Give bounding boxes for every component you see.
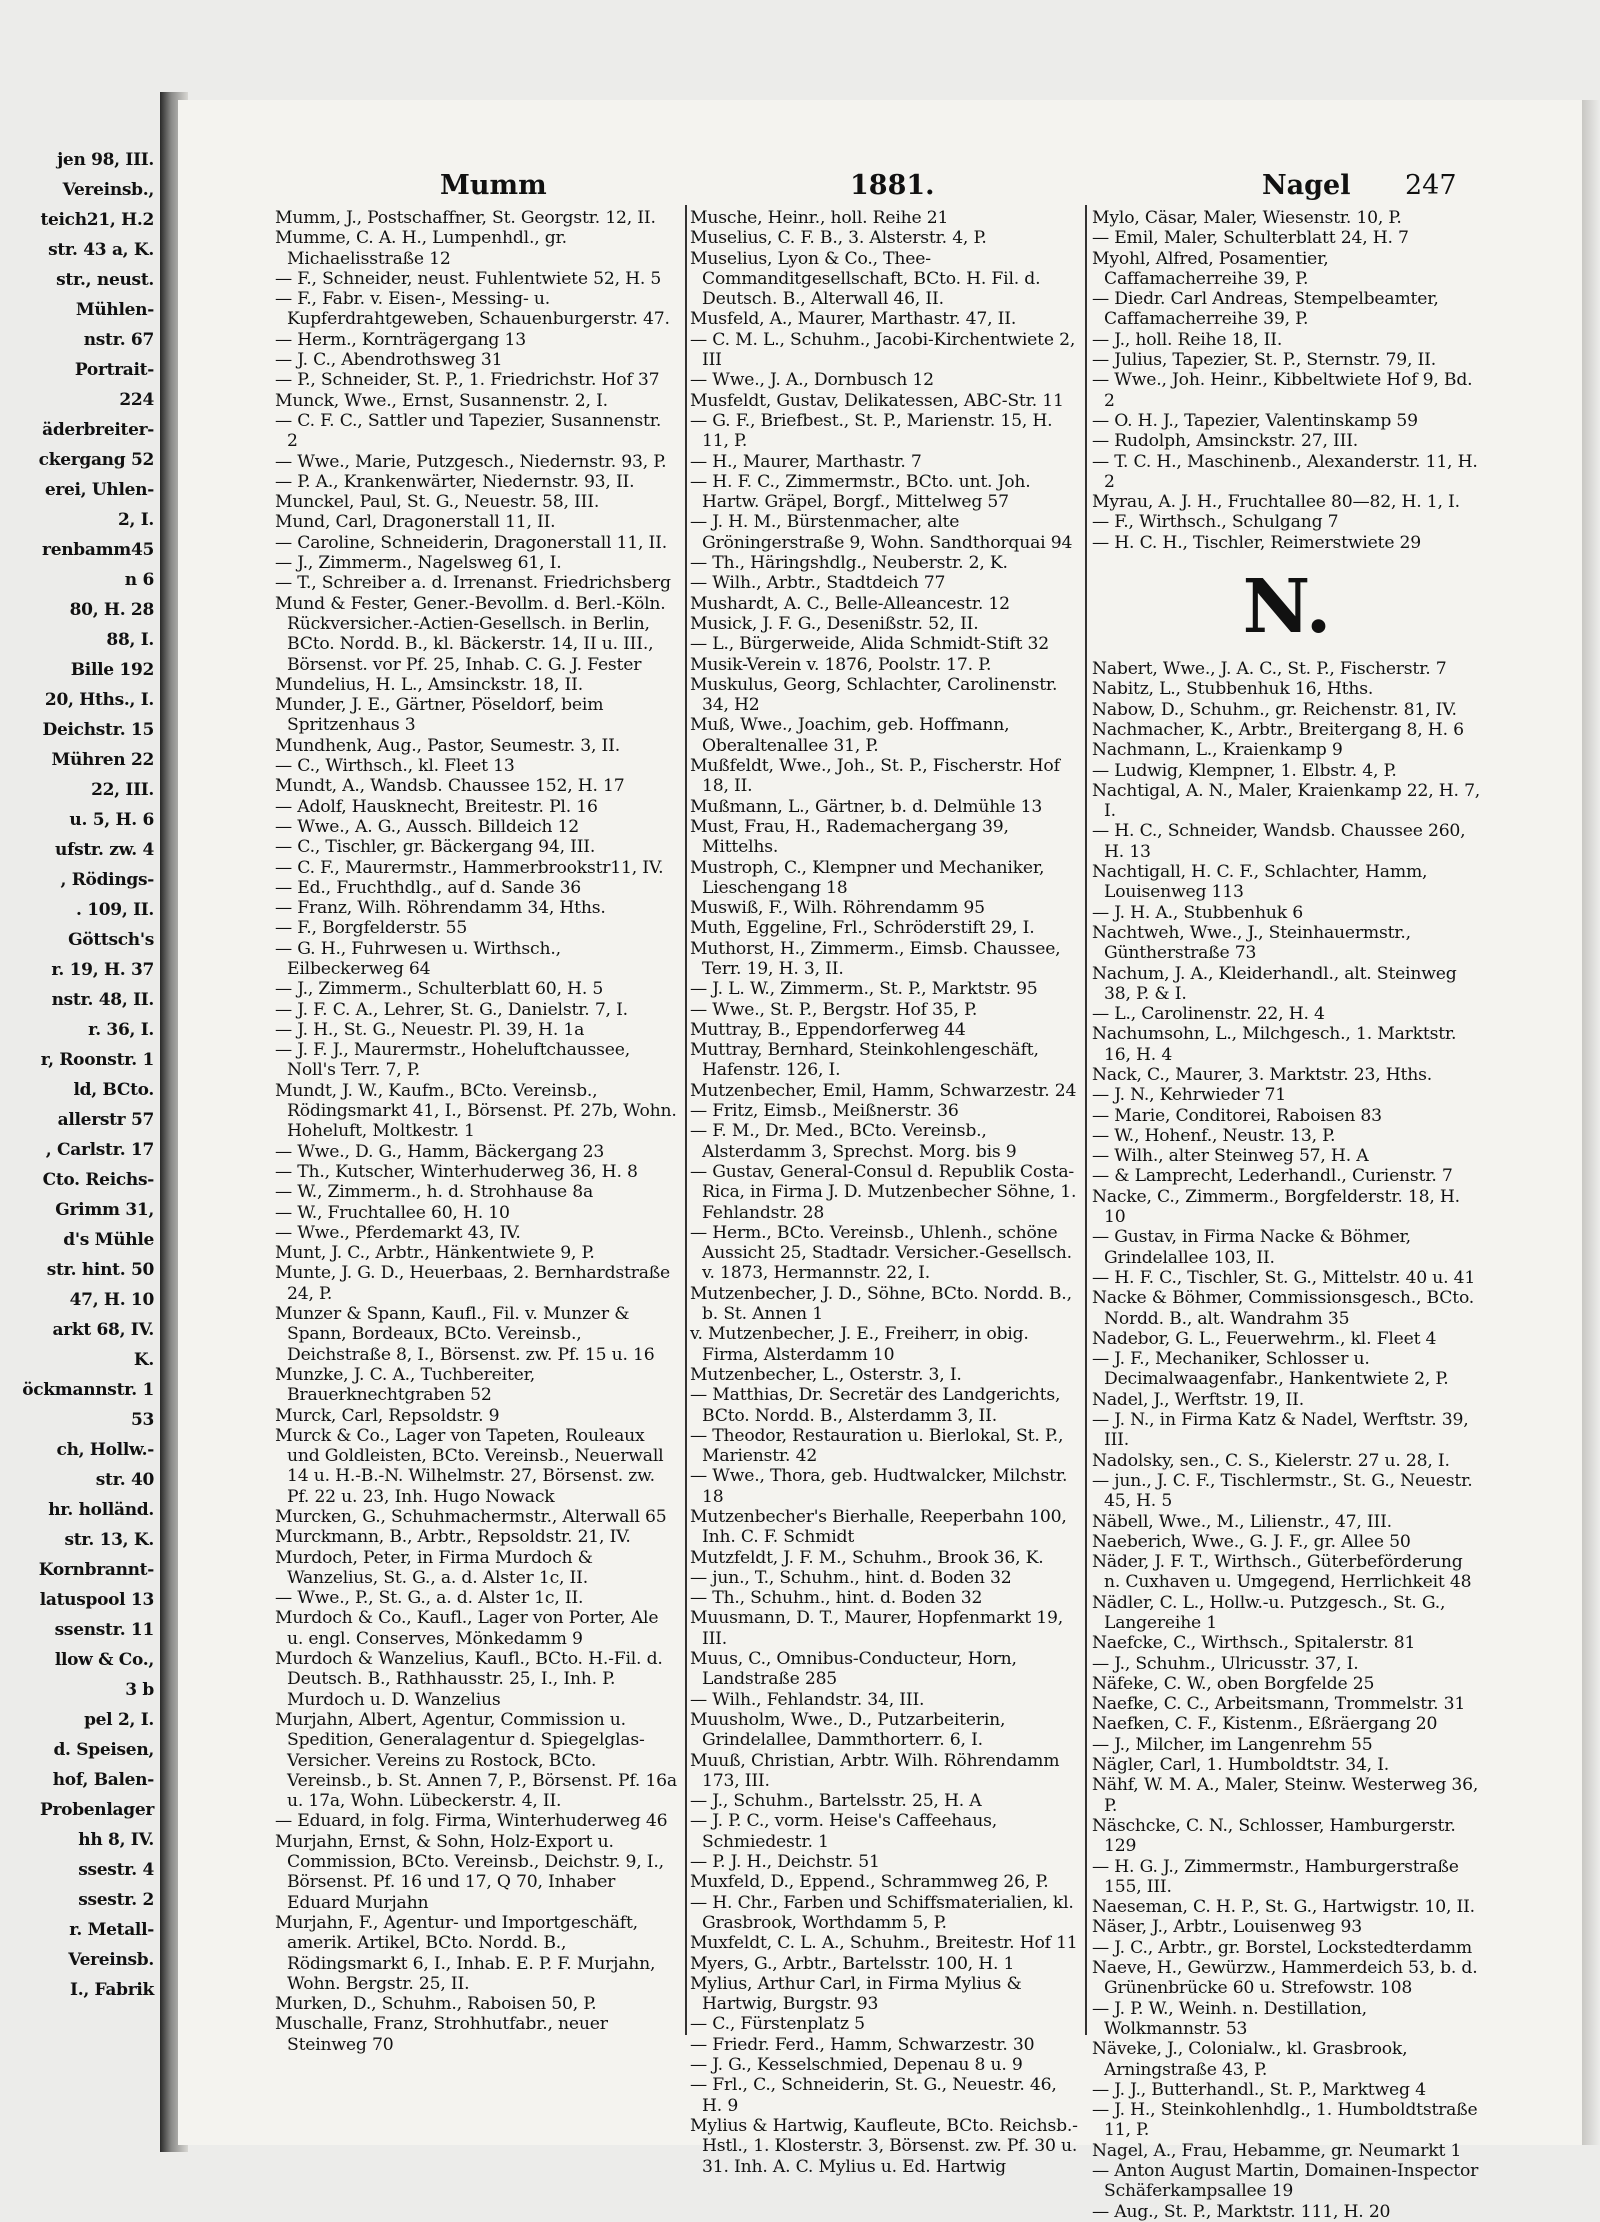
running-head-left: Mumm: [440, 170, 547, 201]
prev-page-line: pel 2, I.: [84, 1710, 154, 1730]
directory-entry: — W., Hohenf., Neustr. 13, P.: [1092, 1125, 1336, 1146]
prev-page-line: 80, H. 28: [69, 600, 154, 620]
directory-entry: Mußmann, L., Gärtner, b. d. Delmühle 13: [690, 796, 1043, 817]
directory-entry: — jun., J. C. F., Tischlermstr., St. G., Neuestr. 45, H. 5: [1092, 1470, 1473, 1512]
prev-page-line: 47, H. 10: [69, 1290, 154, 1310]
directory-entry: — J. H., Steinkohlenhdlg., 1. Humboldtstraße 11, P.: [1092, 2100, 1478, 2141]
directory-entry: Mundhenk, Aug., Pastor, Seumestr. 3, II.: [275, 735, 621, 756]
prev-page-line: teich21, H.2: [40, 210, 154, 230]
directory-entry: Muttray, B., Eppendorferweg 44: [690, 1019, 966, 1040]
prev-page-line: 20, Hths., I.: [44, 690, 154, 710]
prev-page-line: r. 36, I.: [88, 1020, 154, 1040]
directory-entry: Mundt, A., Wandsb. Chaussee 152, H. 17: [275, 776, 625, 797]
directory-entry: Muselius, Lyon & Co., Thee-Commanditgesellschaft, BCto. H. Fil. d. Deutsch. B., Alterwall 46, II.: [690, 248, 1041, 310]
directory-entry: — C. F., Maurermstr., Hammerbrookstr11, IV.: [275, 857, 664, 878]
directory-entry: — H., Maurer, Marthastr. 7: [690, 451, 922, 472]
directory-entry: Musfeldt, Gustav, Delikatessen, ABC-Str. 11: [690, 390, 1064, 411]
prev-page-line: . 109, II.: [76, 900, 154, 920]
directory-entry: — Anton August Martin, Domainen-Inspector Schäferkampsallee 19: [1092, 2161, 1479, 2202]
prev-page-line: nstr. 67: [83, 330, 154, 350]
directory-entry: — Frl., C., Schneiderin, St. G., Neuestr. 46, H. 9: [690, 2075, 1057, 2116]
directory-entry: — L., Bürgerweide, Alida Schmidt-Stift 32: [690, 634, 1049, 655]
directory-entry: — O. H. J., Tapezier, Valentinskamp 59: [1092, 410, 1418, 431]
directory-entry: — J. C., Abendrothsweg 31: [275, 350, 503, 371]
prev-page-line: nstr. 48, II.: [51, 990, 154, 1010]
directory-entry: Mund, Carl, Dragonerstall 11, II.: [275, 512, 556, 533]
prev-page-line: r, Roonstr. 1: [40, 1050, 154, 1070]
directory-entry: Murcken, G., Schuhmachermstr., Alterwall 65: [275, 1507, 667, 1527]
column-divider: [685, 205, 687, 2035]
prev-page-line: 224: [119, 390, 154, 410]
directory-entry: Nachmann, L., Kraienkamp 9: [1092, 740, 1343, 761]
prev-page-line: Mühren 22: [51, 750, 154, 770]
directory-column-3: [1092, 208, 1482, 2222]
directory-entry: Mumm, J., Postschaffner, St. Georgstr. 12, II.: [275, 208, 656, 228]
directory-entry: — F. M., Dr. Med., BCto. Vereinsb., Alsterdamm 3, Sprechst. Morg. bis 9: [690, 1121, 1017, 1162]
prev-page-line: jen 98, III.: [57, 150, 154, 170]
directory-entry: Näveke, J., Colonialw., kl. Grasbrook, Arningstraße 43, P.: [1092, 2039, 1408, 2080]
directory-column-1: [275, 208, 677, 2055]
directory-entry: Murdoch, Peter, in Firma Murdoch & Wanzelius, St. G., a. d. Alster 1c, II.: [275, 1547, 593, 1588]
prev-page-line: str. 13, K.: [64, 1530, 154, 1550]
directory-entry: Musick, J. F. G., Desenißstr. 52, II.: [690, 613, 979, 634]
directory-entry: — Rudolph, Amsinckstr. 27, III.: [1092, 431, 1359, 452]
directory-entry: Naeberich, Wwe., G. J. F., gr. Allee 50: [1092, 1531, 1411, 1552]
directory-entry: Murjahn, Ernst, & Sohn, Holz-Export u. Commission, BCto. Vereinsb., Deichstr. 9, I., Börsenst. Pf. 16 und 17, Q 70, Inhaber Eduard Murjahn: [275, 1831, 664, 1913]
prev-page-line: ch, Hollw.-: [56, 1440, 154, 1460]
directory-entry: — Adolf, Hausknecht, Breitestr. Pl. 16: [275, 796, 598, 817]
directory-entry: — Aug., St. P., Marktstr. 111, H. 20: [1092, 2201, 1391, 2222]
directory-entry: — J. H. A., Stubbenhuk 6: [1092, 902, 1303, 923]
directory-entry: Näder, J. F. T., Wirthsch., Güterbeförderung n. Cuxhaven u. Umgegend, Herrlichkeit 48: [1092, 1552, 1472, 1593]
directory-entry: — H. Chr., Farben und Schiffsmaterialien, kl. Grasbrook, Worthdamm 5, P.: [690, 1892, 1074, 1933]
directory-entry: Munder, J. E., Gärtner, Pöseldorf, beim Spritzenhaus 3: [275, 695, 604, 736]
directory-entry: Mutzfeldt, J. F. M., Schuhm., Brook 36, K.: [690, 1547, 1044, 1568]
prev-page-line: Portrait-: [74, 360, 154, 380]
directory-entry: Mylo, Cäsar, Maler, Wiesenstr. 10, P.: [1092, 208, 1402, 228]
prev-page-line: Probenlager: [40, 1800, 154, 1820]
directory-entry: — Wwe., Thora, geb. Hudtwalcker, Milchstr. 18: [690, 1466, 1068, 1507]
directory-entry: — C., Wirthsch., kl. Fleet 13: [275, 756, 515, 777]
directory-entry: Naefcke, C., Wirthsch., Spitalerstr. 81: [1092, 1633, 1416, 1654]
directory-entry: Nabow, D., Schuhm., gr. Reichenstr. 81, IV.: [1092, 699, 1457, 720]
directory-entry: Mutzenbecher, Emil, Hamm, Schwarzestr. 24: [690, 1080, 1077, 1101]
directory-entry: Myohl, Alfred, Posamentier, Caffamacherreihe 39, P.: [1092, 248, 1329, 289]
directory-entry: Nacke & Böhmer, Commissionsgesch., BCto. Nordd. B., alt. Wandrahm 35: [1092, 1288, 1475, 1329]
directory-entry: — jun., T., Schuhm., hint. d. Boden 32: [690, 1567, 1012, 1588]
directory-entry: Muttray, Bernhard, Steinkohlengeschäft, Hafenstr. 126, I.: [690, 1040, 1039, 1081]
prev-page-line: ld, BCto.: [73, 1080, 154, 1100]
directory-entry: Myrau, A. J. H., Fruchtallee 80—82, H. 1, I.: [1092, 492, 1460, 513]
directory-entry: Mylius & Hartwig, Kaufleute, BCto. Reichsb.-Hstl., 1. Klosterstr. 3, Börsenst. zw. Pf. 30 u. 31. Inh. A. C. Mylius u. Ed. Hartwig: [690, 2115, 1078, 2177]
prev-page-line: Vereinsb.: [68, 1950, 154, 1970]
directory-entry: Mund & Fester, Gener.-Bevollm. d. Berl.-Köln. Rückversicher.-Actien-Gesellsch. in Berlin, BCto. Nordd. B., kl. Bäckerstr. 14, II u. III., Börsenst. vor Pf. 25, Inhab. C. G. J. Fester: [275, 593, 666, 675]
directory-entry: Mundt, J. W., Kaufm., BCto. Vereinsb., Rödingsmarkt 41, I., Börsenst. Pf. 27b, Wohn. Hoheluft, Moltkestr. 1: [275, 1080, 677, 1142]
prev-page-line: ssestr. 2: [78, 1890, 154, 1910]
directory-entry: — W., Zimmerm., h. d. Strohhause 8a: [275, 1182, 594, 1203]
directory-entry: — C., Fürstenplatz 5: [690, 2014, 865, 2035]
directory-column-2: [690, 208, 1080, 2177]
directory-entry: — P. A., Krankenwärter, Niedernstr. 93, II.: [275, 471, 635, 492]
directory-entry: — Gustav, General-Consul d. Republik Costa-Rica, in Firma J. D. Mutzenbecher Söhne, 1. Fehlandstr. 28: [690, 1161, 1077, 1223]
directory-entry: Mushardt, A. C., Belle-Alleancestr. 12: [690, 593, 1010, 614]
directory-entry: — T. C. H., Maschinenb., Alexanderstr. 11, H. 2: [1092, 451, 1478, 492]
prev-page-line: ssestr. 4: [78, 1860, 154, 1880]
prev-page-line: str. 43 a, K.: [48, 240, 154, 260]
directory-entry: Murck, Carl, Repsoldstr. 9: [275, 1405, 500, 1426]
directory-entry: — Wwe., D. G., Hamm, Bäckergang 23: [275, 1141, 605, 1162]
prev-page-line: r. 19, H. 37: [51, 960, 154, 980]
directory-entry: Nachtigal, A. N., Maler, Kraienkamp 22, H. 7, I.: [1092, 780, 1481, 822]
directory-entry: Muß, Wwe., Joachim, geb. Hoffmann, Oberaltenallee 31, P.: [690, 715, 1010, 756]
directory-entry: Nähf, W. M. A., Maler, Steinw. Westerweg 36, P.: [1092, 1775, 1479, 1816]
directory-entry: — J., Milcher, im Langenrehm 55: [1092, 1734, 1373, 1755]
section-letter-heading: N.: [1242, 564, 1332, 651]
prev-page-line: Deichstr. 15: [42, 720, 154, 740]
prev-page-line: 2, I.: [117, 510, 154, 530]
directory-entry: — Wilh., Arbtr., Stadtdeich 77: [690, 573, 946, 594]
directory-entry: — J., holl. Reihe 18, II.: [1092, 329, 1283, 350]
directory-entry: Nägler, Carl, 1. Humboldtstr. 34, I.: [1092, 1755, 1390, 1776]
directory-entry: — J. H., St. G., Neuestr. Pl. 39, H. 1a: [275, 1019, 585, 1040]
directory-entry: Musfeld, A., Maurer, Marthastr. 47, II.: [690, 309, 1017, 330]
directory-entry: Muthorst, H., Zimmerm., Eimsb. Chaussee, Terr. 19, H. 3, II.: [690, 938, 1061, 979]
directory-entry: — J., Zimmerm., Nagelsweg 61, I.: [275, 553, 562, 574]
directory-entry: Munt, J. C., Arbtr., Hänkentwiete 9, P.: [275, 1243, 595, 1264]
directory-entry: Munte, J. G. D., Heuerbaas, 2. Bernhardstraße 24, P.: [275, 1263, 671, 1304]
directory-entry: — F., Fabr. v. Eisen-, Messing- u. Kupferdrahtgeweben, Schauenburgerstr. 47.: [275, 289, 670, 330]
directory-entry: — J. N., in Firma Katz & Nadel, Werftstr. 39, III.: [1092, 1410, 1469, 1451]
directory-entry: Naeseman, C. H. P., St. G., Hartwigstr. 10, II.: [1092, 1897, 1475, 1918]
directory-entry: — J. C., Arbtr., gr. Borstel, Lockstedterdamm: [1092, 1937, 1472, 1958]
directory-entry: Munckel, Paul, St. G., Neuestr. 58, III.: [275, 492, 600, 513]
directory-entry: — Herm., Kornträgergang 13: [275, 329, 526, 350]
directory-entry: Naeve, H., Gewürzw., Hammerdeich 53, b. d. Grünenbrücke 60 u. Strefowstr. 108: [1092, 1958, 1478, 1999]
directory-entry: Nachtigall, H. C. F., Schlachter, Hamm, Louisenweg 113: [1092, 862, 1428, 903]
directory-entry: Nabitz, L., Stubbenhuk 16, Hths.: [1092, 679, 1374, 700]
directory-entry: Nachum, J. A., Kleiderhandl., alt. Steinweg 38, P. & I.: [1092, 963, 1457, 1004]
prev-page-line: I., Fabrik: [70, 1980, 154, 2000]
directory-entry: Näser, J., Arbtr., Louisenweg 93: [1092, 1917, 1362, 1938]
directory-entry: — H. F. C., Zimmermstr., BCto. unt. Joh. Hartw. Gräpel, Borgf., Mittelweg 57: [690, 471, 1031, 513]
directory-entry: Musik-Verein v. 1876, Poolstr. 17. P.: [690, 654, 992, 675]
directory-entry: Muschalle, Franz, Strohhutfabr., neuer Steinweg 70: [275, 2014, 608, 2055]
directory-entry: Nädler, C. L., Hollw.-u. Putzgesch., St. G., Langereihe 1: [1092, 1592, 1446, 1633]
directory-entry: Muusholm, Wwe., D., Putzarbeiterin, Grindelallee, Dammthorterr. 6, I.: [690, 1709, 1006, 1751]
directory-entry: — Wwe., P., St. G., a. d. Alster 1c, II.: [275, 1588, 584, 1609]
directory-entry: Nadel, J., Werftstr. 19, II.: [1092, 1389, 1304, 1410]
directory-entry: — Wwe., St. P., Bergstr. Hof 35, P.: [690, 999, 978, 1020]
directory-entry: — Ed., Fruchthdlg., auf d. Sande 36: [275, 877, 582, 898]
prev-page-line: Cto. Reichs-: [42, 1170, 154, 1190]
directory-entry: Nacke, C., Zimmerm., Borgfelderstr. 18, H. 10: [1092, 1186, 1460, 1228]
directory-entry: — Wilh., Fehlandstr. 34, III.: [690, 1689, 925, 1710]
directory-entry: Nabert, Wwe., J. A. C., St. P., Fischerstr. 7: [1092, 659, 1447, 680]
directory-entry: — H. C. H., Tischler, Reimerstwiete 29: [1092, 532, 1422, 553]
prev-page-line: K.: [133, 1350, 154, 1370]
directory-entry: Mußfeldt, Wwe., Joh., St. P., Fischerstr. Hof 18, II.: [690, 756, 1060, 797]
directory-entry: — J. J., Butterhandl., St. P., Marktweg 4: [1092, 2079, 1426, 2100]
directory-entry: Muxfeld, D., Eppend., Schrammweg 26, P.: [690, 1872, 1049, 1893]
directory-entry: Munzer & Spann, Kaufl., Fil. v. Munzer & Spann, Bordeaux, BCto. Vereinsb., Deichstraße 8, I., Börsenst. zw. Pf. 15 u. 16: [275, 1304, 655, 1365]
directory-entry: — J. P. C., vorm. Heise's Caffeehaus, Schmiedestr. 1: [690, 1811, 997, 1852]
directory-entry: Nack, C., Maurer, 3. Marktstr. 23, Hths.: [1092, 1064, 1433, 1085]
directory-entry: — Herm., BCto. Vereinsb., Uhlenh., schöne Aussicht 25, Stadtadr. Versicher.-Gesellsch. v. 1873, Hermannstr. 22, I.: [690, 1222, 1072, 1284]
directory-entry: — Wwe., A. G., Aussch. Billdeich 12: [275, 816, 580, 837]
directory-entry: — Julius, Tapezier, St. P., Sternstr. 79, II.: [1092, 350, 1436, 371]
directory-entry: — J. L. W., Zimmerm., St. P., Marktstr. 95: [690, 979, 1038, 1000]
prev-page-line: Göttsch's: [68, 930, 154, 950]
directory-entry: Mutzenbecher, L., Osterstr. 3, I.: [690, 1364, 962, 1385]
directory-entry: — J. F. J., Maurermstr., Hoheluftchaussee, Noll's Terr. 7, P.: [275, 1040, 630, 1081]
directory-entry: — & Lamprecht, Lederhandl., Curienstr. 7: [1092, 1166, 1453, 1187]
directory-entry: — Franz, Wilh. Röhrendamm 34, Hths.: [275, 898, 606, 919]
page-edge: [1582, 100, 1600, 2145]
directory-entry: — H. G. J., Zimmermstr., Hamburgerstraße 155, III.: [1092, 1856, 1459, 1897]
prev-page-line: d's Mühle: [63, 1230, 154, 1250]
directory-entry: Mutzenbecher's Bierhalle, Reeperbahn 100, Inh. C. F. Schmidt: [690, 1507, 1067, 1548]
prev-page-line: öckmannstr. 1: [22, 1380, 154, 1400]
page-number: 247: [1405, 170, 1457, 201]
directory-entry: Mylius, Arthur Carl, in Firma Mylius & Hartwig, Burgstr. 93: [690, 1973, 1022, 2015]
directory-entry: Murken, D., Schuhm., Raboisen 50, P.: [275, 1994, 597, 2015]
prev-page-line: str. hint. 50: [46, 1260, 154, 1280]
directory-entry: — J., Schuhm., Ulricusstr. 37, I.: [1092, 1653, 1359, 1674]
prev-page-line: Vereinsb.,: [62, 180, 154, 200]
running-head-right: Nagel: [1262, 170, 1351, 201]
prev-page-line: ssenstr. 11: [54, 1620, 154, 1640]
directory-entry: Nachumsohn, L., Milchgesch., 1. Marktstr. 16, H. 4: [1092, 1024, 1457, 1065]
directory-entry: Murdoch & Wanzelius, Kaufl., BCto. H.-Fil. d. Deutsch. B., Rathhausstr. 25, I., Inh. P. Murdoch u. D. Wanzelius: [275, 1649, 663, 1710]
directory-entry: — Wwe., Pferdemarkt 43, IV.: [275, 1222, 521, 1243]
directory-entry: — Th., Kutscher, Winterhuderweg 36, H. 8: [275, 1161, 638, 1182]
prev-page-line: äderbreiter-: [42, 420, 154, 440]
directory-entry: — Eduard, in folg. Firma, Winterhuderweg 46: [275, 1811, 668, 1832]
directory-entry: — C., Tischler, gr. Bäckergang 94, III.: [275, 837, 596, 858]
prev-page-line: renbamm45: [42, 540, 154, 560]
prev-page-line: ufstr. zw. 4: [55, 840, 154, 860]
prev-page-line: , Carlstr. 17: [45, 1140, 154, 1160]
directory-entry: Muusmann, D. T., Maurer, Hopfenmarkt 19, III.: [690, 1608, 1063, 1649]
directory-entry: Murdoch & Co., Kaufl., Lager von Porter, Ale u. engl. Conserves, Mönkedamm 9: [275, 1608, 659, 1649]
directory-entry: — Wwe., J. A., Dornbusch 12: [690, 370, 934, 391]
directory-entry: Murjahn, Albert, Agentur, Commission u. Spedition, Generalagentur d. Spiegelglas-Versicher. Vereins zu Rostock, BCto. Vereinsb., b. St. Annen 7, P., Börsenst. Pf. 16a u. 17a, Wohn. Lübeckerstr. 4, II.: [275, 1709, 677, 1812]
directory-entry: — Th., Häringshdlg., Neuberstr. 2, K.: [690, 553, 1008, 574]
directory-entry: Mustroph, C., Klempner und Mechaniker, Lieschengang 18: [690, 857, 1045, 898]
directory-entry: — G. H., Fuhrwesen u. Wirthsch., Eilbeckerweg 64: [275, 938, 561, 979]
directory-entry: Murckmann, B., Arbtr., Repsoldstr. 21, IV.: [275, 1527, 631, 1548]
directory-entry: — P. J. H., Deichstr. 51: [690, 1852, 880, 1873]
directory-entry: Näbell, Wwe., M., Lilienstr., 47, III.: [1092, 1511, 1392, 1532]
directory-entry: Nagel, A., Frau, Hebamme, gr. Neumarkt 1: [1092, 2140, 1462, 2161]
directory-entry: — L., Carolinenstr. 22, H. 4: [1092, 1004, 1325, 1025]
directory-entry: Nadolsky, sen., C. S., Kielerstr. 27 u. 28, I.: [1092, 1450, 1450, 1471]
previous-page-fragment: [0, 150, 160, 2050]
directory-entry: — J. F. C. A., Lehrer, St. G., Danielstr. 7, I.: [275, 999, 628, 1020]
directory-entry: Muselius, C. F. B., 3. Alsterstr. 4, P.: [690, 228, 987, 249]
prev-page-line: ckergang 52: [38, 450, 154, 470]
directory-entry: Muxfeldt, C. L. A., Schuhm., Breitestr. Hof 11: [690, 1933, 1078, 1954]
directory-entry: — F., Schneider, neust. Fuhlentwiete 52, H. 5: [275, 268, 662, 289]
directory-entry: — Marie, Conditorei, Raboisen 83: [1092, 1105, 1382, 1126]
directory-entry: Mumme, C. A. H., Lumpenhdl., gr. Michaelisstraße 12: [275, 228, 567, 269]
directory-entry: — F., Borgfelderstr. 55: [275, 918, 468, 939]
prev-page-line: , Rödings-: [60, 870, 154, 890]
directory-entry: v. Mutzenbecher, J. E., Freiherr, in obig. Firma, Alsterdamm 10: [690, 1324, 1029, 1365]
directory-entry: Nachmacher, K., Arbtr., Breitergang 8, H. 6: [1092, 719, 1464, 740]
directory-entry: — H. F. C., Tischler, St. G., Mittelstr. 40 u. 41: [1092, 1267, 1476, 1288]
directory-entry: Musche, Heinr., holl. Reihe 21: [690, 208, 949, 228]
directory-entry: — Theodor, Restauration u. Bierlokal, St. P., Marienstr. 42: [690, 1425, 1064, 1467]
directory-entry: — J. G., Kesselschmied, Depenau 8 u. 9: [690, 2055, 1023, 2076]
directory-entry: — J. P. W., Weinh. n. Destillation, Wolkmannstr. 53: [1092, 1998, 1367, 2039]
prev-page-line: 88, I.: [106, 630, 154, 650]
directory-entry: — F., Wirthsch., Schulgang 7: [1092, 512, 1339, 533]
prev-page-line: Bille 192: [70, 660, 154, 680]
directory-entry: Muswiß, F., Wilh. Röhrendamm 95: [690, 898, 985, 919]
directory-entry: Naefke, C. C., Arbeitsmann, Trommelstr. 31: [1092, 1694, 1466, 1715]
prev-page-line: hof, Balen-: [52, 1770, 154, 1790]
prev-page-line: arkt 68, IV.: [52, 1320, 154, 1340]
year-heading: 1881.: [850, 170, 935, 201]
directory-entry: Naefken, C. F., Kistenm., Eßräergang 20: [1092, 1714, 1438, 1735]
directory-entry: — G. F., Briefbest., St. P., Marienstr. 15, H. 11, P.: [690, 410, 1053, 452]
directory-entry: — J. N., Kehrwieder 71: [1092, 1085, 1287, 1106]
directory-entry: — Friedr. Ferd., Hamm, Schwarzestr. 30: [690, 2034, 1035, 2055]
directory-entry: — C. M. L., Schuhm., Jacobi-Kirchentwiete 2, III: [690, 329, 1076, 371]
directory-entry: Näfeke, C. W., oben Borgfelde 25: [1092, 1673, 1375, 1694]
prev-page-line: Mühlen-: [75, 300, 154, 320]
directory-entry: Nadebor, G. L., Feuerwehrm., kl. Fleet 4: [1092, 1328, 1437, 1349]
directory-entry: — H. C., Schneider, Wandsb. Chaussee 260, H. 13: [1092, 821, 1466, 862]
directory-entry: Muuß, Christian, Arbtr. Wilh. Röhrendamm 173, III.: [690, 1750, 1060, 1791]
directory-entry: Muskulus, Georg, Schlachter, Carolinenstr. 34, H2: [690, 674, 1058, 716]
directory-entry: — J. F., Mechaniker, Schlosser u. Decimalwaagenfabr., Hankentwiete 2, P.: [1092, 1349, 1449, 1390]
prev-page-line: 22, III.: [91, 780, 154, 800]
directory-entry: — J., Schuhm., Bartelsstr. 25, H. A: [690, 1791, 982, 1812]
directory-entry: — Emil, Maler, Schulterblatt 24, H. 7: [1092, 228, 1409, 249]
directory-entry: Myers, G., Arbtr., Bartelsstr. 100, H. 1: [690, 1953, 1015, 1974]
directory-entry: Munzke, J. C. A., Tuchbereiter, Brauerknechtgraben 52: [275, 1364, 536, 1406]
directory-entry: Must, Frau, H., Rademachergang 39, Mittelhs.: [690, 816, 1009, 858]
directory-entry: — J., Zimmerm., Schulterblatt 60, H. 5: [275, 979, 604, 1000]
prev-page-line: u. 5, H. 6: [69, 810, 154, 830]
directory-entry: — W., Fruchtallee 60, H. 10: [275, 1202, 510, 1223]
directory-entry: Muth, Eggeline, Frl., Schröderstift 29, I.: [690, 918, 1035, 939]
directory-entry: — Wwe., Marie, Putzgesch., Niedernstr. 93, P.: [275, 451, 667, 472]
directory-entry: Näschcke, C. N., Schlosser, Hamburgerstr. 129: [1092, 1815, 1456, 1857]
directory-entry: — C. F. C., Sattler und Tapezier, Susannenstr. 2: [275, 410, 662, 452]
prev-page-line: d. Speisen,: [53, 1740, 154, 1760]
directory-entry: — P., Schneider, St. P., 1. Friedrichstr. Hof 37: [275, 370, 660, 391]
directory-entry: Mutzenbecher, J. D., Söhne, BCto. Nordd. B., b. St. Annen 1: [690, 1283, 1072, 1325]
prev-page-line: llow & Co.,: [54, 1650, 154, 1670]
prev-page-line: Kornbrannt-: [38, 1560, 154, 1580]
prev-page-line: 53: [130, 1410, 154, 1430]
prev-page-line: hr. holländ.: [48, 1500, 154, 1520]
prev-page-line: n 6: [124, 570, 154, 590]
prev-page-line: str., neust.: [56, 270, 154, 290]
directory-entry: — Wwe., Joh. Heinr., Kibbeltwiete Hof 9, Bd. 2: [1092, 370, 1473, 411]
prev-page-line: allerstr 57: [57, 1110, 154, 1130]
prev-page-line: erei, Uhlen-: [44, 480, 154, 500]
directory-entry: — Diedr. Carl Andreas, Stempelbeamter, Caffamacherreihe 39, P.: [1092, 289, 1439, 330]
directory-entry: — Wilh., alter Steinweg 57, H. A: [1092, 1146, 1369, 1167]
directory-entry: Muus, C., Omnibus-Conducteur, Horn, Landstraße 285: [690, 1649, 1017, 1690]
directory-entry: Munck, Wwe., Ernst, Susannenstr. 2, I.: [275, 390, 608, 411]
directory-entry: — J. H. M., Bürstenmacher, alte Gröningerstraße 9, Wohn. Sandthorquai 94: [690, 512, 1073, 553]
prev-page-line: Grimm 31,: [55, 1200, 154, 1220]
prev-page-line: latuspool 13: [39, 1590, 154, 1610]
directory-entry: Nachtweh, Wwe., J., Steinhauermstr., Güntherstraße 73: [1092, 922, 1411, 964]
directory-entry: — Gustav, in Firma Nacke & Böhmer, Grindelallee 103, II.: [1092, 1227, 1411, 1268]
directory-entry: — Fritz, Eimsb., Meißnerstr. 36: [690, 1101, 959, 1122]
directory-entry: Murck & Co., Lager von Tapeten, Rouleaux und Goldleisten, BCto. Vereinsb., Neuerwall 14 u. H.-B.-N. Wilhelmstr. 27, Börsenst. zw. Pf. 22 u. 23, Inh. Hugo Nowack: [275, 1425, 664, 1507]
prev-page-line: str. 40: [95, 1470, 154, 1490]
directory-entry: — Caroline, Schneiderin, Dragonerstall 11, II.: [275, 532, 667, 553]
directory-entry: — T., Schreiber a. d. Irrenanst. Friedrichsberg: [275, 573, 671, 594]
column-divider: [1085, 205, 1087, 2035]
directory-entry: — Matthias, Dr. Secretär des Landgerichts, BCto. Nordd. B., Alsterdamm 3, II.: [690, 1385, 1061, 1426]
prev-page-line: hh 8, IV.: [78, 1830, 154, 1850]
directory-entry: Murjahn, F., Agentur- und Importgeschäft, amerik. Artikel, BCto. Nordd. B., Rödingsmarkt 6, I., Inhab. E. P. F. Murjahn, Wohn. Bergstr. 25, II.: [275, 1912, 656, 1994]
prev-page-line: r. Metall-: [69, 1920, 154, 1940]
directory-entry: — Ludwig, Klempner, 1. Elbstr. 4, P.: [1092, 760, 1397, 781]
directory-entry: Mundelius, H. L., Amsinckstr. 18, II.: [275, 674, 583, 695]
directory-entry: — Th., Schuhm., hint. d. Boden 32: [690, 1588, 983, 1609]
prev-page-line: 3 b: [125, 1680, 154, 1700]
